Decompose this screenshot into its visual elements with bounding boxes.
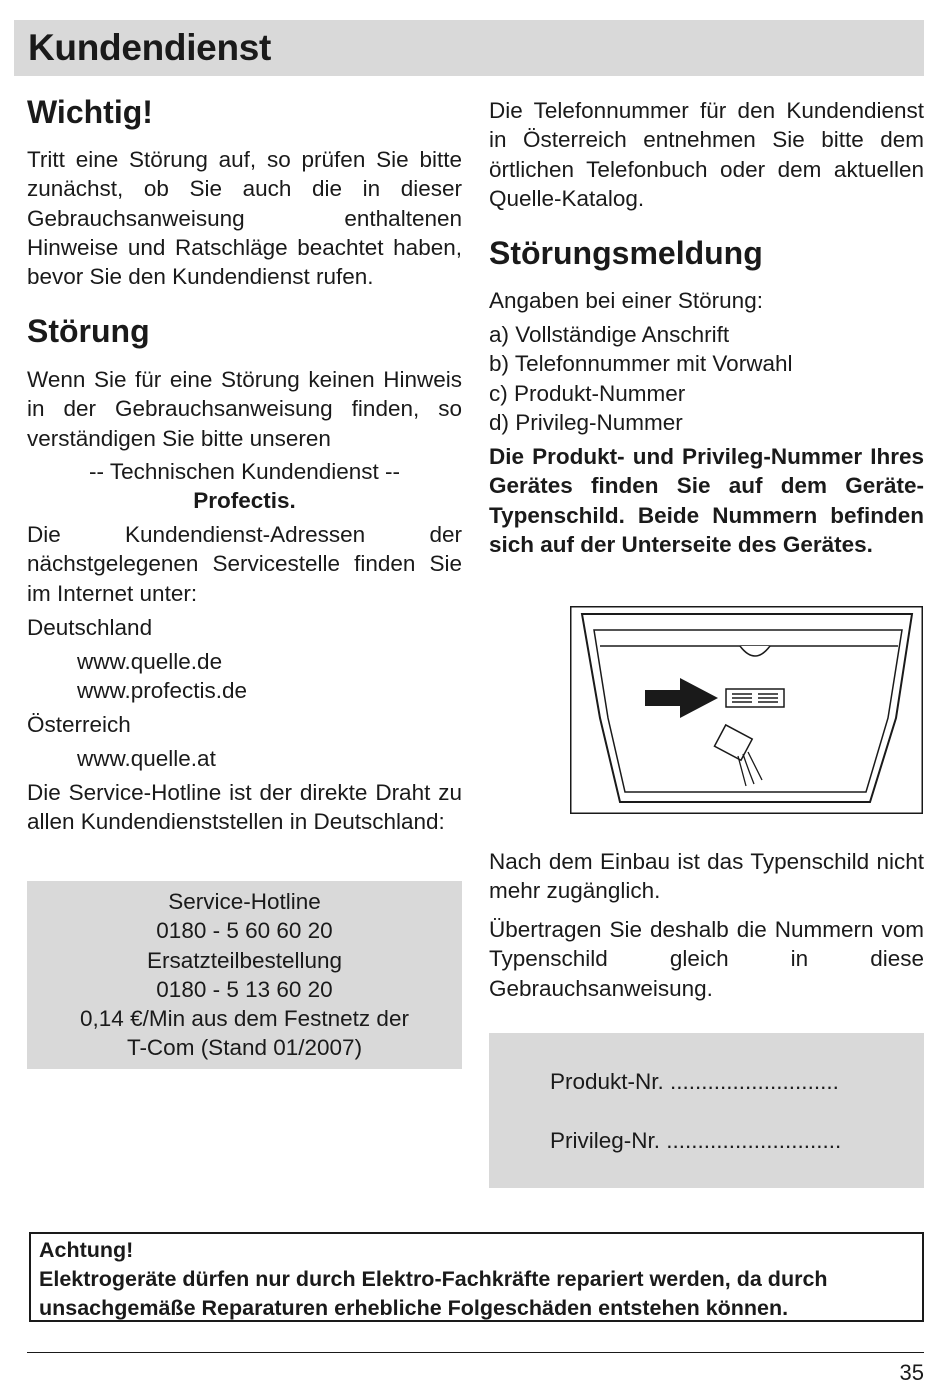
rating-plate-illustration xyxy=(570,606,923,814)
hotline-line: Ersatzteilbestellung xyxy=(146,947,343,973)
einbau-text: Nach dem Einbau ist das Typenschild nicht mehr zugänglich. xyxy=(489,849,924,904)
stoerung-text: Wenn Sie für eine Störung keinen Hinweis in der Gebrauchsanweisung finden, so verständigen Sie bitte unseren xyxy=(27,367,462,451)
list-item: b) Telefonnummer mit Vorwahl xyxy=(489,351,793,377)
url-profectis-de[interactable]: www.profectis.de xyxy=(77,678,248,703)
wichtig-text: Tritt eine Störung auf, so prüfen Sie bitte zunächst, ob Sie auch die in dieser Gebrauchsanweisung enthaltenen Hinweise und Ratschläge beachtet haben, bevor Sie den Kundendienst rufen. xyxy=(27,147,462,290)
footer-divider xyxy=(27,1352,924,1353)
hotline-line: 0180 - 5 60 60 20 xyxy=(156,918,333,944)
country-austria: Österreich xyxy=(27,712,131,737)
hotline-line: 0180 - 5 13 60 20 xyxy=(156,976,333,1002)
list-item: c) Produkt-Nummer xyxy=(489,380,686,406)
technical-service-line: -- Technischen Kundendienst -- xyxy=(88,459,400,484)
uebertragen-text: Übertragen Sie deshalb die Nummern vom Typenschild gleich in diese Gebrauchsanweisung. xyxy=(489,917,924,1001)
page-number: 35 xyxy=(899,1360,924,1385)
hotline-box xyxy=(27,881,462,1069)
produkt-nr-field: Produkt-Nr. ........................... xyxy=(550,1069,839,1094)
list-item: a) Vollständige Anschrift xyxy=(489,322,730,347)
country-germany: Deutschland xyxy=(27,615,153,640)
hotline-text: Die Service-Hotline ist der direkte Draht zu allen Kundendienststellen in Deutschland: xyxy=(27,780,462,835)
profectis-label: Profectis. xyxy=(193,488,296,513)
warning-line: Elektrogeräte dürfen nur durch Elektro-Fachkräfte repariert werden, da durch xyxy=(39,1267,828,1291)
url-quelle-at[interactable]: www.quelle.at xyxy=(77,746,216,771)
phone-text: Die Telefonnummer für den Kundendienst in Österreich entnehmen Sie bitte dem örtlichen Telefonbuch oder dem aktuellen Quelle-Katalog. xyxy=(489,98,924,211)
rating-plate-icon xyxy=(726,689,784,707)
hotline-line: T-Com (Stand 01/2007) xyxy=(126,1035,363,1061)
number-entry-box xyxy=(489,1033,924,1188)
wichtig-heading: Wichtig! xyxy=(27,94,153,130)
warning-title: Achtung! xyxy=(39,1238,134,1262)
stoerung-heading: Störung xyxy=(27,313,150,349)
url-quelle-de[interactable]: www.quelle.de xyxy=(77,649,223,674)
meldung-heading: Störungsmeldung xyxy=(489,235,763,271)
hotline-line: 0,14 €/Min aus dem Festnetz der xyxy=(80,1006,409,1032)
meldung-intro: Angaben bei einer Störung: xyxy=(489,288,763,313)
address-text: Die Kundendienst-Adressen der nächstgelegenen Servicestelle finden Sie im Internet unter: xyxy=(27,522,462,606)
section-header xyxy=(14,20,924,76)
warning-line: unsachgemäße Reparaturen erhebliche Folgeschäden entstehen können. xyxy=(39,1296,789,1320)
hotline-line: Service-Hotline xyxy=(168,889,321,914)
meldung-list xyxy=(489,320,924,437)
warning-box xyxy=(29,1232,924,1322)
privileg-nr-field: Privileg-Nr. ............................ xyxy=(550,1128,842,1153)
page-title: Kundendienst xyxy=(28,27,272,68)
list-item: d) Privileg-Nummer xyxy=(489,409,683,435)
meldung-bold-text: Die Produkt- und Privileg-Nummer Ihres Gerätes finden Sie auf dem Geräte-Typenschild. Beide Nummern befinden sich auf der Unterseite des Gerätes. xyxy=(489,444,924,557)
